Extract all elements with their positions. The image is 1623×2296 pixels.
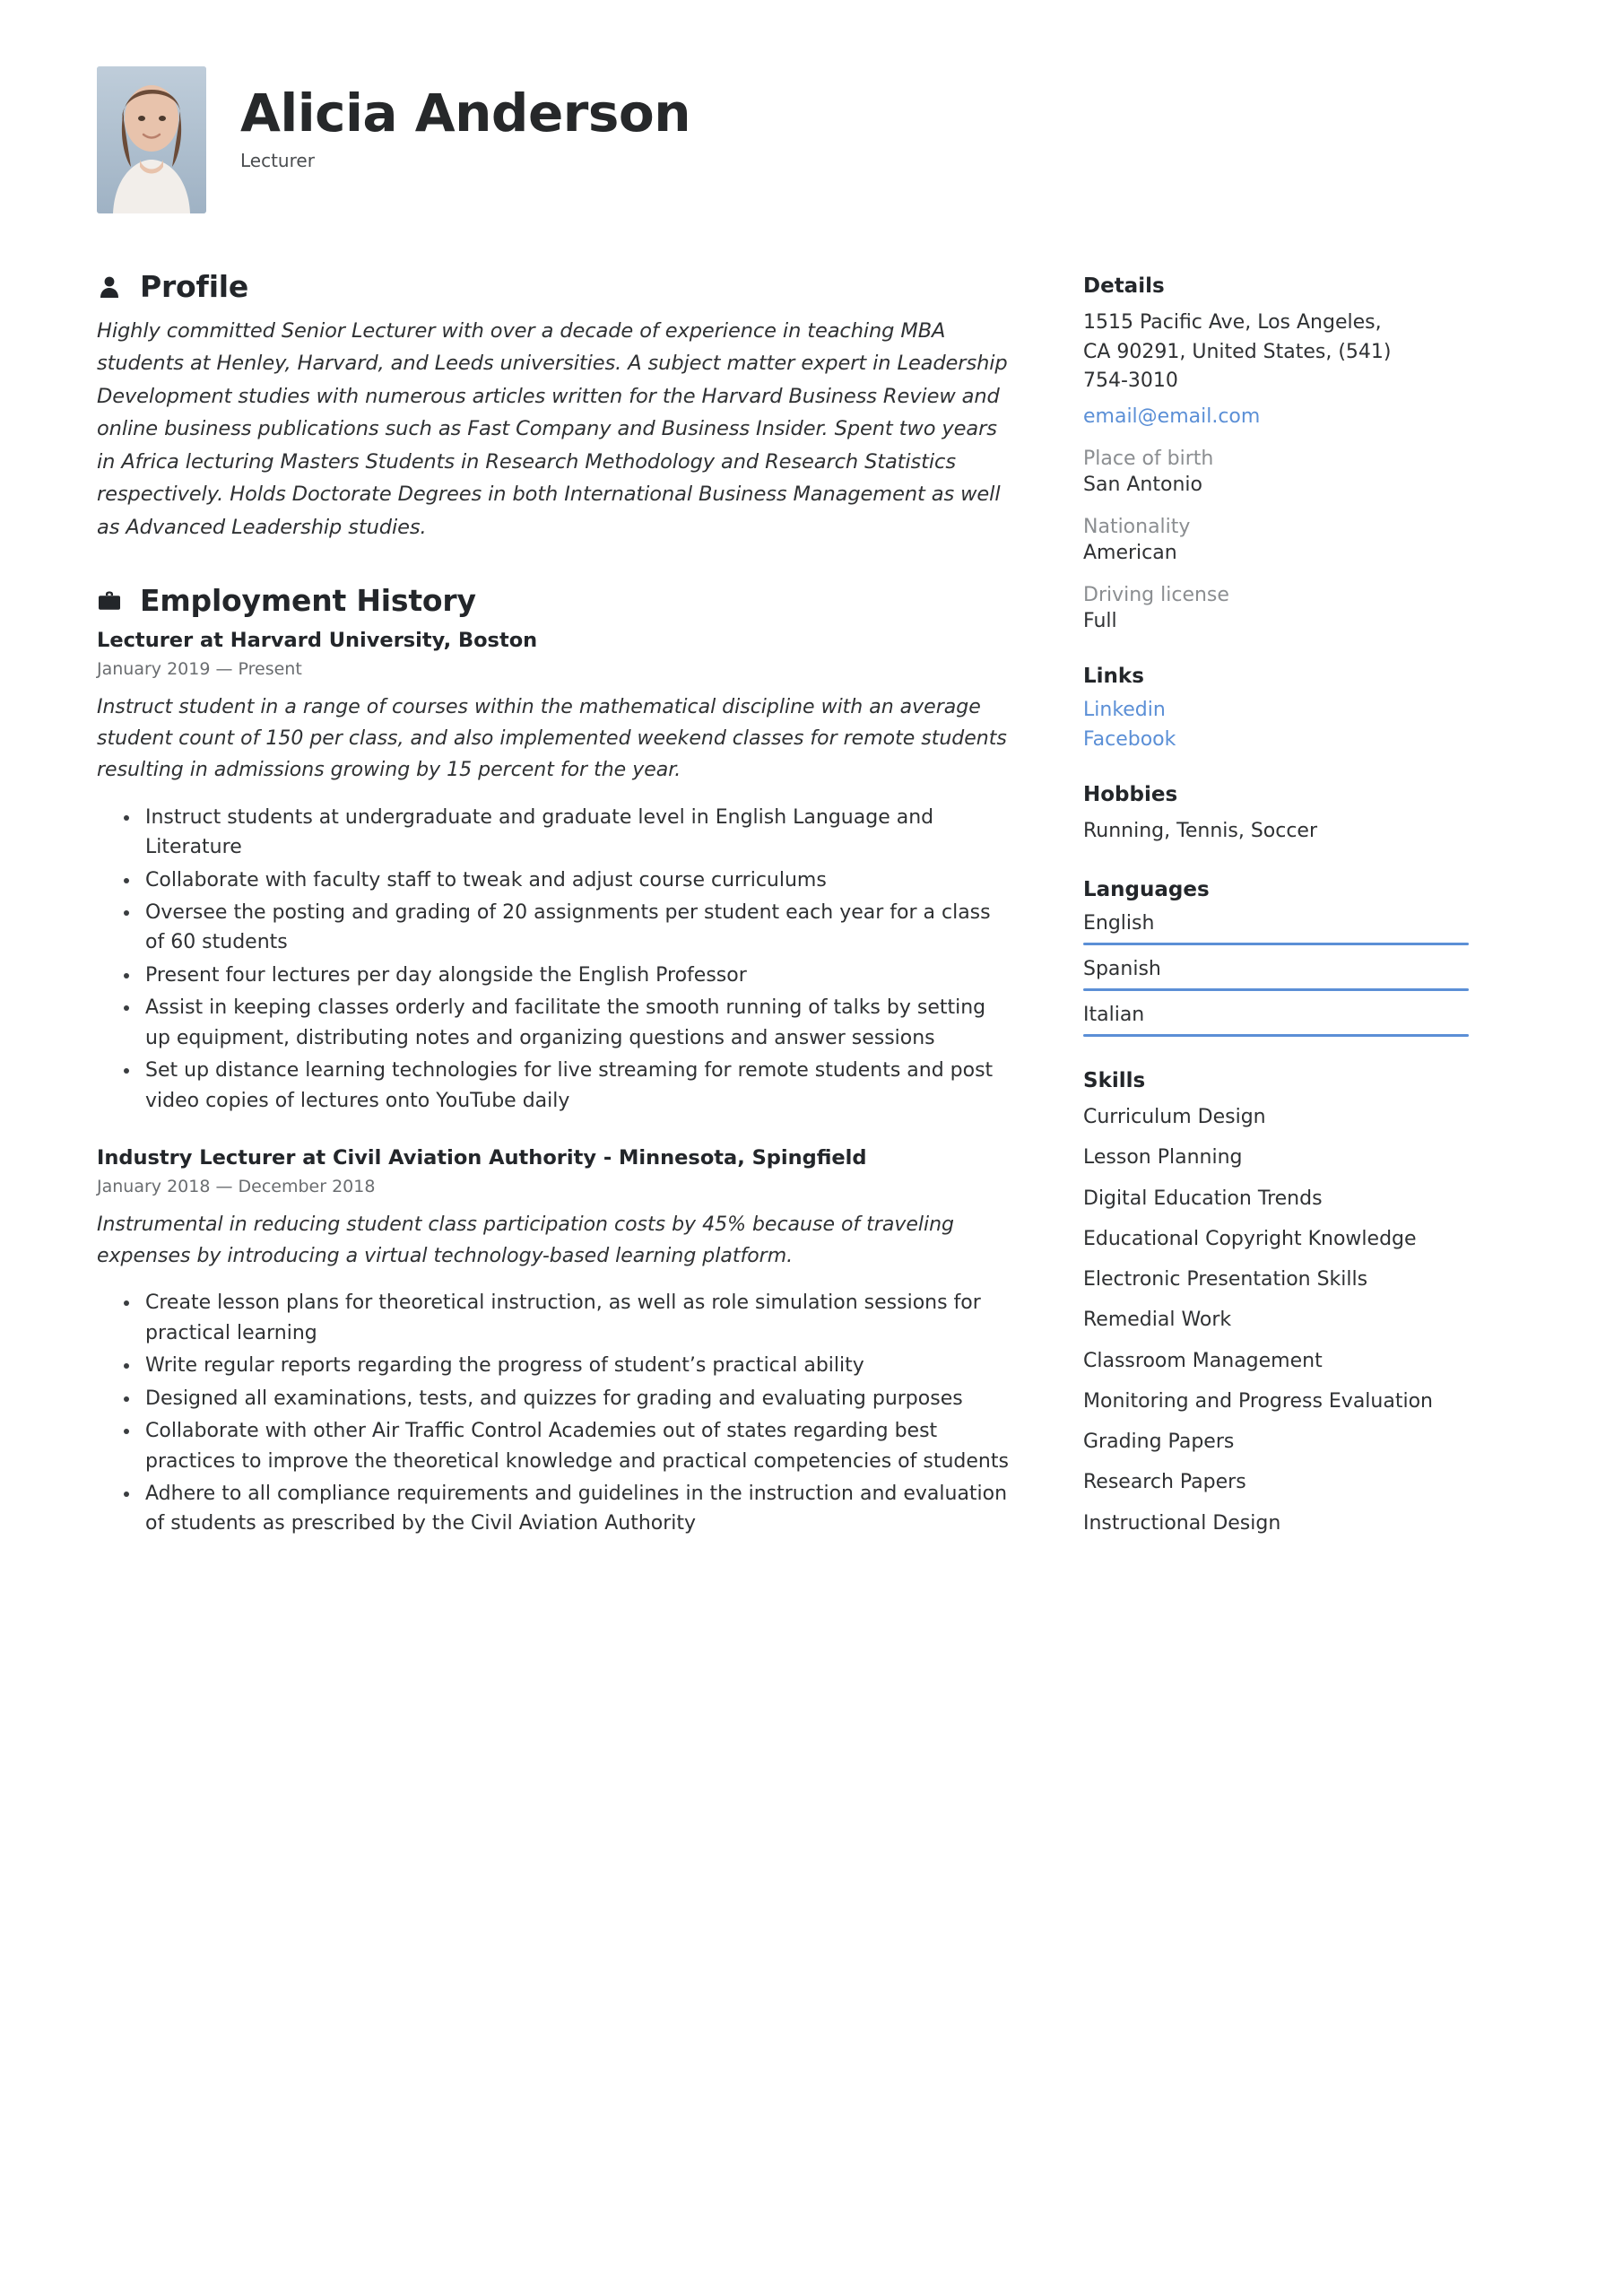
list-item: Create lesson plans for theoretical instruction, as well as role simulation sessions for practical learning: [145, 1288, 1011, 1348]
skill-item: Educational Copyright Knowledge: [1083, 1227, 1417, 1250]
sidebar-hobbies: [1083, 783, 1469, 847]
skill-item: Instructional Design: [1083, 1511, 1281, 1535]
detail-value: American: [1083, 541, 1177, 564]
briefcase-icon: [97, 587, 122, 614]
skill-item: Grading Papers: [1083, 1431, 1235, 1454]
detail-label: Nationality: [1083, 515, 1191, 538]
job-date: January 2018 — December 2018: [97, 1177, 376, 1196]
skill-item: Remedial Work: [1083, 1309, 1232, 1332]
job-description: Instruct student in a range of courses within the mathematical discipline with an average student count of 150 per class, and also implemented weekend classes for remote students resulting in admissions growing by 15 percent for the year.: [97, 696, 1007, 782]
job-description: Instrumental in reducing student class participation costs by 45% because of traveling expenses by introducing a virtual technology-based learning platform.: [97, 1213, 955, 1268]
skill-item: Curriculum Design: [1083, 1106, 1266, 1129]
employment-entry: [97, 1146, 1011, 1539]
details-title: Details: [1083, 274, 1165, 298]
skill-item: Monitoring and Progress Evaluation: [1083, 1389, 1433, 1413]
job-bullets: [97, 1288, 1011, 1539]
link-linkedin[interactable]: Linkedin: [1083, 698, 1166, 721]
skill-item: Lesson Planning: [1083, 1146, 1243, 1170]
language-level-bar: [1083, 1034, 1469, 1037]
resume-body: [97, 269, 1526, 1578]
skill-item: Digital Education Trends: [1083, 1187, 1323, 1210]
main-column: [97, 269, 1011, 1578]
employment-entry: [97, 629, 1011, 1116]
avatar: [97, 66, 206, 213]
employment-heading: [97, 583, 1011, 618]
list-item: Write regular reports regarding the progress of student’s practical ability: [145, 1351, 1011, 1380]
profile-title: Profile: [140, 269, 249, 304]
skill-item: Electronic Presentation Skills: [1083, 1268, 1368, 1292]
skill-item: Research Papers: [1083, 1471, 1246, 1494]
employment-title: Employment History: [140, 583, 476, 619]
sidebar-languages: [1083, 878, 1469, 1037]
skills-title: Skills: [1083, 1069, 1146, 1093]
address-line: 1515 Pacific Ave, Los Angeles,: [1083, 311, 1382, 334]
person-icon: [97, 274, 122, 300]
detail-value: San Antonio: [1083, 473, 1202, 496]
job-date: January 2019 — Present: [97, 659, 302, 680]
list-item: Adhere to all compliance requirements and guidelines in the instruction and evaluation of students as prescribed by the Civil Aviation Authority: [145, 1479, 1011, 1539]
hobbies-text: Running, Tennis, Soccer: [1083, 819, 1318, 842]
language-item: [1083, 1004, 1469, 1037]
language-name: Spanish: [1083, 958, 1161, 981]
language-name: English: [1083, 912, 1155, 935]
job-title: Lecturer: [240, 149, 315, 171]
language-item: [1083, 958, 1469, 991]
list-item: Set up distance learning technologies for live streaming for remote students and post video copies of lectures onto YouTube daily: [145, 1056, 1011, 1116]
name-block: [240, 66, 690, 171]
list-item: Assist in keeping classes orderly and facilitate the smooth running of talks by setting up equipment, distributing notes and organizing questions and answer sessions: [145, 993, 1011, 1053]
address-line: 754-3010: [1083, 370, 1178, 393]
detail-value: Full: [1083, 609, 1117, 632]
sidebar-links: [1083, 665, 1469, 751]
page-title: Alicia Anderson: [240, 83, 691, 144]
detail-label: Driving license: [1083, 583, 1229, 606]
sidebar: [1083, 269, 1469, 1570]
address-line: CA 90291, United States, (541): [1083, 340, 1392, 363]
languages-title: Languages: [1083, 878, 1210, 902]
list-item: Instruct students at undergraduate and graduate level in English Language and Literature: [145, 803, 1011, 863]
hobbies-title: Hobbies: [1083, 782, 1178, 806]
sidebar-skills: [1083, 1069, 1469, 1537]
links-title: Links: [1083, 664, 1144, 688]
list-item: Oversee the posting and grading of 20 assignments per student each year for a class of 60 students: [145, 898, 1011, 958]
section-profile: [97, 269, 1011, 544]
profile-text: Highly committed Senior Lecturer with over a decade of experience in teaching MBA students at Henley, Harvard, and Leeds universities. A subject matter expert in Leadership Development studies with numerous articles written for the Harvard Business Review and online business publications such as Fast Company and Business Insider. Spent two years in Africa lecturing Masters Students in Research Methodology and Research Statistics respectively. Holds Doctorate Degrees in both International Business Management as well as Advanced Leadership studies.: [97, 319, 1008, 539]
language-level-bar: [1083, 943, 1469, 945]
language-item: [1083, 912, 1469, 945]
list-item: Present four lectures per day alongside the English Professor: [145, 961, 1011, 990]
language-name: Italian: [1083, 1004, 1145, 1027]
skill-item: Classroom Management: [1083, 1349, 1323, 1372]
link-facebook[interactable]: Facebook: [1083, 727, 1176, 751]
email-link[interactable]: email@email.com: [1083, 404, 1261, 428]
job-role: Lecturer at Harvard University, Boston: [97, 629, 538, 653]
detail-label: Place of birth: [1083, 447, 1214, 470]
list-item: Collaborate with other Air Traffic Control Academies out of states regarding best practices to improve the theoretical knowledge and practical competencies of students: [145, 1416, 1011, 1476]
list-item: Collaborate with faculty staff to tweak and adjust course curriculums: [145, 865, 1011, 895]
language-level-bar: [1083, 988, 1469, 991]
job-bullets: [97, 803, 1011, 1116]
resume-header: [97, 66, 1526, 213]
sidebar-details: [1083, 274, 1469, 632]
list-item: Designed all examinations, tests, and quizzes for grading and evaluating purposes: [145, 1384, 1011, 1413]
profile-heading: [97, 269, 1011, 304]
job-role: Industry Lecturer at Civil Aviation Authority - Minnesota, Spingfield: [97, 1146, 867, 1170]
section-employment: [97, 583, 1011, 1539]
